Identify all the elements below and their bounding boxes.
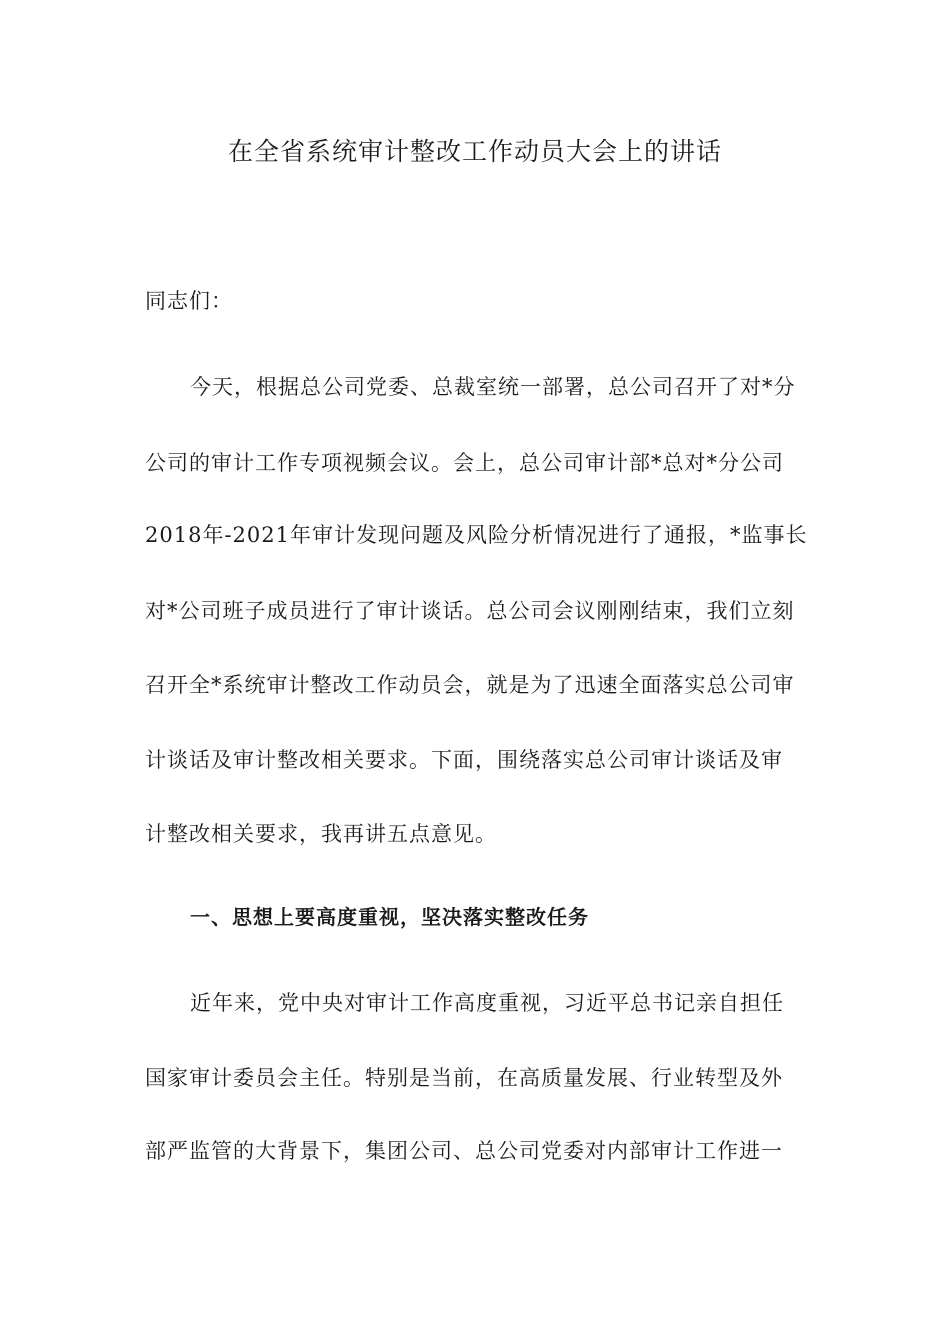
paragraph-line: 召开全*系统审计整改工作动员会，就是为了迅速全面落实总公司审 (145, 673, 795, 697)
paragraph-line: 计谈话及审计整改相关要求。下面，围绕落实总公司审计谈话及审 (145, 748, 783, 772)
paragraph-line: 国家审计委员会主任。特别是当前，在高质量发展、行业转型及外 (145, 1066, 783, 1090)
paragraph-line: 近年来，党中央对审计工作高度重视，习近平总书记亲自担任 (190, 991, 784, 1015)
paragraph-line: 部严监管的大背景下，集团公司、总公司党委对内部审计工作进一 (145, 1139, 783, 1163)
paragraph-line: 公司的审计工作专项视频会议。会上，总公司审计部*总对*分公司 (145, 451, 784, 475)
paragraph-line: 计整改相关要求，我再讲五点意见。 (145, 822, 497, 846)
paragraph-line: 今天，根据总公司党委、总裁室统一部署，总公司召开了对*分 (190, 375, 796, 399)
paragraph-line: 对*公司班子成员进行了审计谈话。总公司会议刚刚结束，我们立刻 (145, 599, 795, 623)
section-heading: 一、思想上要高度重视，坚决落实整改任务 (190, 905, 589, 929)
document-title: 在全省系统审计整改工作动员大会上的讲话 (227, 137, 722, 166)
paragraph-line: 2018年-2021年审计发现问题及风险分析情况进行了通报，*监事长 (145, 523, 808, 547)
salutation: 同志们： (145, 289, 233, 313)
